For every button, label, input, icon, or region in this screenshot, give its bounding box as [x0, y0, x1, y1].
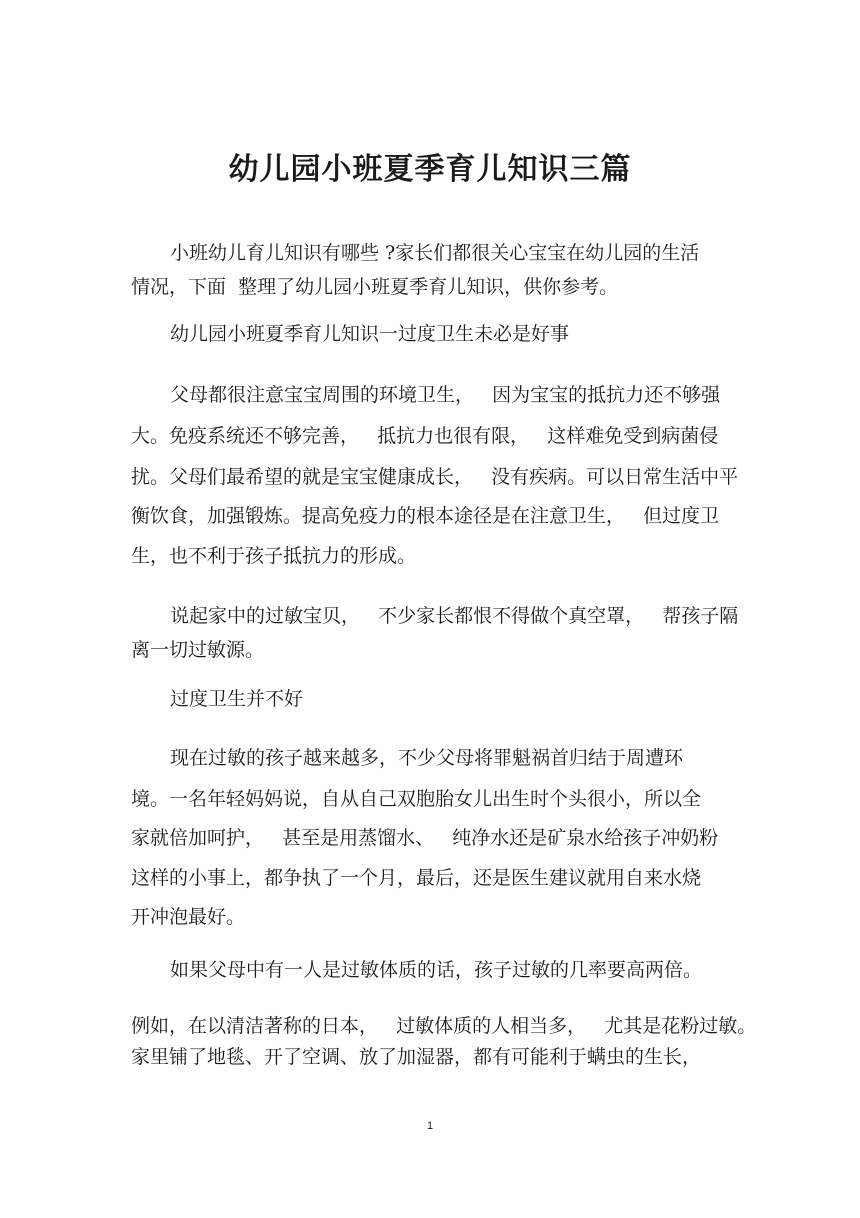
paragraph-line: 大。免疫系统还不够完善， 抵抗力也很有限， 这样难免受到病菌侵: [131, 425, 719, 447]
paragraph-line: 例如，在以清洁著称的日本， 过敏体质的人相当多， 尤其是花粉过敏。: [131, 1015, 757, 1037]
paragraph-line: 开冲泡最好。: [131, 906, 246, 928]
paragraph-line: 现在过敏的孩子越来越多，不少父母将罪魁祸首归结于周遭环: [170, 747, 684, 769]
paragraph-line: 离一切过敏源。: [131, 639, 265, 661]
paragraph-line: 这样的小事上，都争执了一个月，最后，还是医生建议就用自来水烧: [131, 867, 702, 889]
paragraph-line: 如果父母中有一人是过敏体质的话，孩子过敏的几率要高两倍。: [170, 959, 703, 981]
paragraph-line: 扰。父母们最希望的就是宝宝健康成长， 没有疾病。可以日常生活中平: [131, 466, 739, 488]
section-heading: 幼儿园小班夏季育儿知识一过度卫生未必是好事: [170, 323, 570, 345]
paragraph-line: 境。一名年轻妈妈说，自从自己双胞胎女儿出生时个头很小，所以全: [131, 788, 702, 810]
paragraph-line: 父母都很注意宝宝周围的环境卫生， 因为宝宝的抵抗力还不够强: [170, 384, 721, 406]
paragraph-line: 家就倍加呵护， 甚至是用蒸馏水、 纯净水还是矿泉水给孩子冲奶粉: [131, 827, 719, 849]
paragraph-line: 说起家中的过敏宝贝， 不少家长都恨不得做个真空罩， 帮孩子隔: [170, 605, 739, 627]
paragraph-line: 小班幼儿育儿知识有哪些 ?家长们都很关心宝宝在幼儿园的生活: [170, 242, 700, 264]
section-heading: 过度卫生并不好: [170, 688, 304, 710]
page-number: 1: [426, 1120, 434, 1132]
paragraph-line: 情况，下面 整理了幼儿园小班夏季育儿知识，供你参考。: [131, 276, 619, 298]
document-title: 幼儿园小班夏季育儿知识三篇: [228, 152, 632, 188]
paragraph-line: 衡饮食，加强锻炼。提高免疫力的根本途径是在注意卫生， 但过度卫: [131, 505, 720, 527]
paragraph-line: 家里铺了地毯、开了空调、放了加湿器，都有可能利于螨虫的生长，: [131, 1046, 702, 1068]
paragraph-line: 生，也不利于孩子抵抗力的形成。: [131, 545, 417, 567]
